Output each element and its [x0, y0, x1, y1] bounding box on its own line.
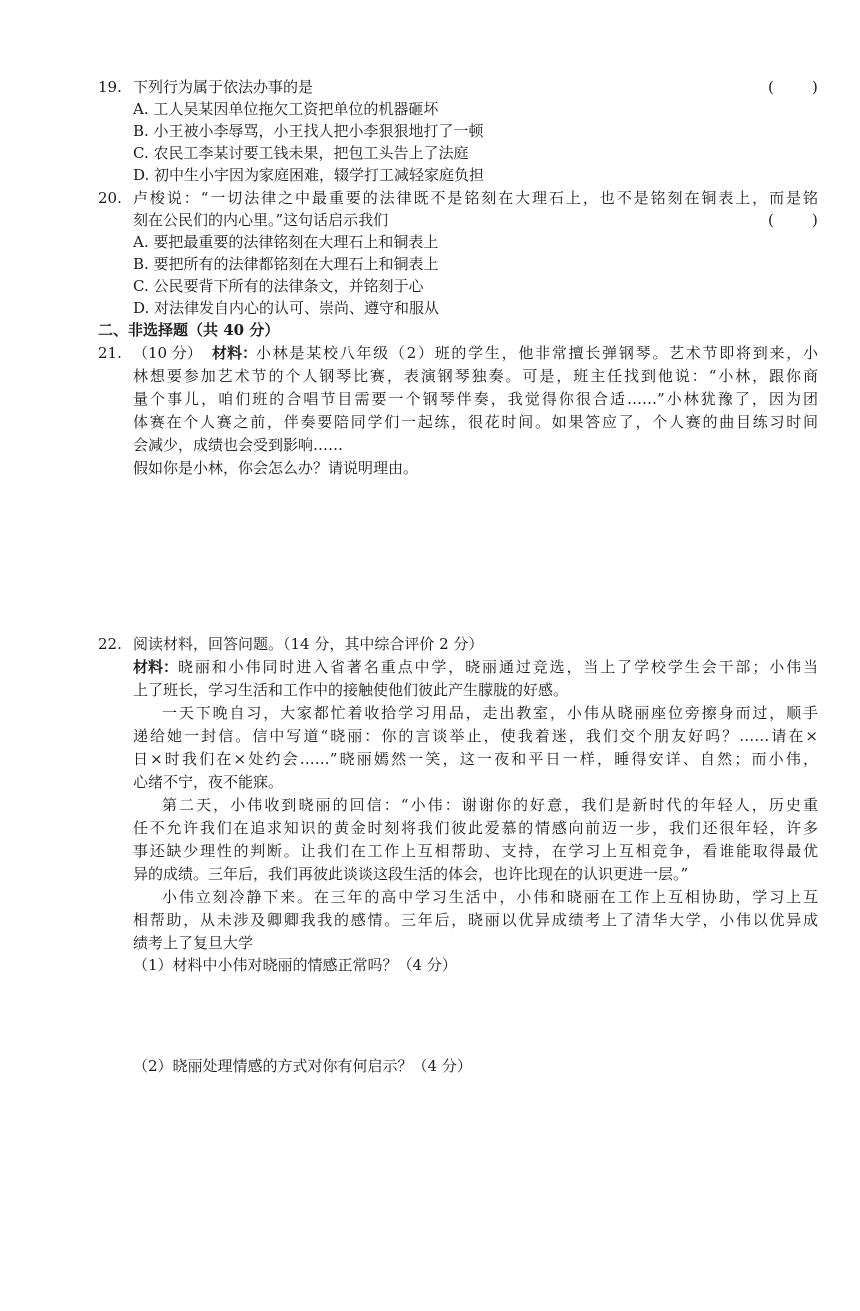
question-number: 22. — [98, 635, 122, 653]
question-stem-line: 刻在公民们的内心里。”这句话启示我们 — [133, 211, 389, 229]
paragraph-line: 心绪不宁，夜不能寐。 — [133, 773, 284, 791]
score-label: （10 分） — [133, 344, 202, 362]
question-stem: 下列行为属于依法办事的是 — [133, 78, 314, 96]
paragraph-line: 异的成绩。三年后，我们再彼此谈谈这段生活的体会，也许比现在的认识更进一层。” — [133, 865, 689, 883]
material-line: 会减少，成绩也会受到影响…… — [133, 436, 344, 454]
answer-parentheses: ( ) — [768, 78, 818, 96]
question-prompt: 假如你是小林，你会怎么办？请说明理由。 — [133, 459, 419, 477]
option-b: B. 要把所有的法律都铭刻在大理石上和铜表上 — [133, 255, 439, 273]
material-label: 材料： — [212, 344, 258, 362]
material-line: 体赛在个人赛之前，伴奏要陪同学们一起练，很花时间。如果答应了，个人赛的曲目练习时间 — [133, 413, 818, 431]
sub-question-1: （1）材料中小伟对晓丽的情感正常吗？（4 分） — [133, 956, 457, 974]
material-line: 林想要参加艺术节的个人钢琴比赛，表演钢琴独奏。可是，班主任找到他说：“小林，跟你商 — [133, 367, 818, 385]
question-stem-line: 卢梭说：“一切法律之中最重要的法律既不是铭刻在大理石上，也不是铭刻在铜表上，而是铭 — [133, 189, 818, 207]
material-label: 材料： — [133, 658, 179, 676]
question-number: 21. — [98, 344, 122, 362]
paragraph-line: 第二天，小伟收到晓丽的回信：“小伟：谢谢你的好意，我们是新时代的年轻人，历史重 — [162, 796, 818, 814]
answer-parentheses: ( ) — [768, 211, 818, 229]
option-d: D. 对法律发自内心的认可、崇尚、遵守和服从 — [133, 299, 440, 317]
material-line: 量个事儿，咱们班的合唱节目需要一个钢琴伴奏，我觉得你很合适……”小林犹豫了，因为团 — [133, 390, 818, 408]
paragraph-line: 任不允许我们在追求知识的黄金时刻将我们彼此爱慕的情感向前迈一步，我们还很年轻，许多 — [133, 819, 818, 837]
paragraph-line: 递给她一封信。信中写道“晓丽：你的言谈举止，使我着迷，我们交个朋友好吗？……请在× — [133, 727, 818, 745]
paragraph-line: 上了班长，学习生活和工作中的接触使他们彼此产生朦胧的好感。 — [133, 681, 569, 699]
option-d: D. 初中生小宇因为家庭困难，辍学打工减轻家庭负担 — [133, 166, 485, 184]
paragraph-line: 日×时我们在×处约会……”晓丽嫣然一笑，这一夜和平日一样，睡得安详、自然；而小伟， — [133, 750, 818, 768]
paragraph-line: 晓丽和小伟同时进入省著名重点中学，晓丽通过竞选，当上了学校学生会干部；小伟当 — [178, 658, 818, 676]
option-c: C. 农民工李某讨要工钱未果，把包工头告上了法庭 — [133, 144, 469, 162]
paragraph-line: 事还缺少理性的判断。让我们在工作上互相帮助、支持，在学习上互相竞争，看谁能取得最优 — [133, 842, 818, 860]
option-a: A. 要把最重要的法律铭刻在大理石上和铜表上 — [133, 233, 439, 251]
option-c: C. 公民要背下所有的法律条文，并铭刻于心 — [133, 277, 424, 295]
option-b: B. 小王被小李辱骂，小王找人把小李狠狠地打了一顿 — [133, 122, 484, 140]
section-heading: 二、非选择题（共 40 分） — [98, 321, 280, 339]
question-number: 20. — [98, 189, 122, 207]
material-line: 小林是某校八年级（2）班的学生，他非常擅长弹钢琴。艺术节即将到来，小 — [256, 344, 818, 362]
question-stem: 阅读材料，回答问题。（14 分，其中综合评价 2 分） — [133, 635, 484, 653]
paragraph-line: 一天下晚自习，大家都忙着收拾学习用品，走出教室，小伟从晓丽座位旁擦身而过，顺手 — [162, 704, 818, 722]
paragraph-line: 绩考上了复旦大学 — [133, 934, 254, 952]
option-a: A. 工人吴某因单位拖欠工资把单位的机器砸坏 — [133, 100, 439, 118]
paragraph-line: 相帮助，从未涉及卿卿我我的感情。三年后，晓丽以优异成绩考上了清华大学，小伟以优异成 — [133, 911, 818, 929]
question-number: 19. — [98, 78, 122, 96]
paragraph-line: 小伟立刻冷静下来。在三年的高中学习生活中，小伟和晓丽在工作上互相协助，学习上互 — [162, 888, 818, 906]
sub-question-2: （2）晓丽处理情感的方式对你有何启示？（4 分） — [133, 1057, 472, 1075]
